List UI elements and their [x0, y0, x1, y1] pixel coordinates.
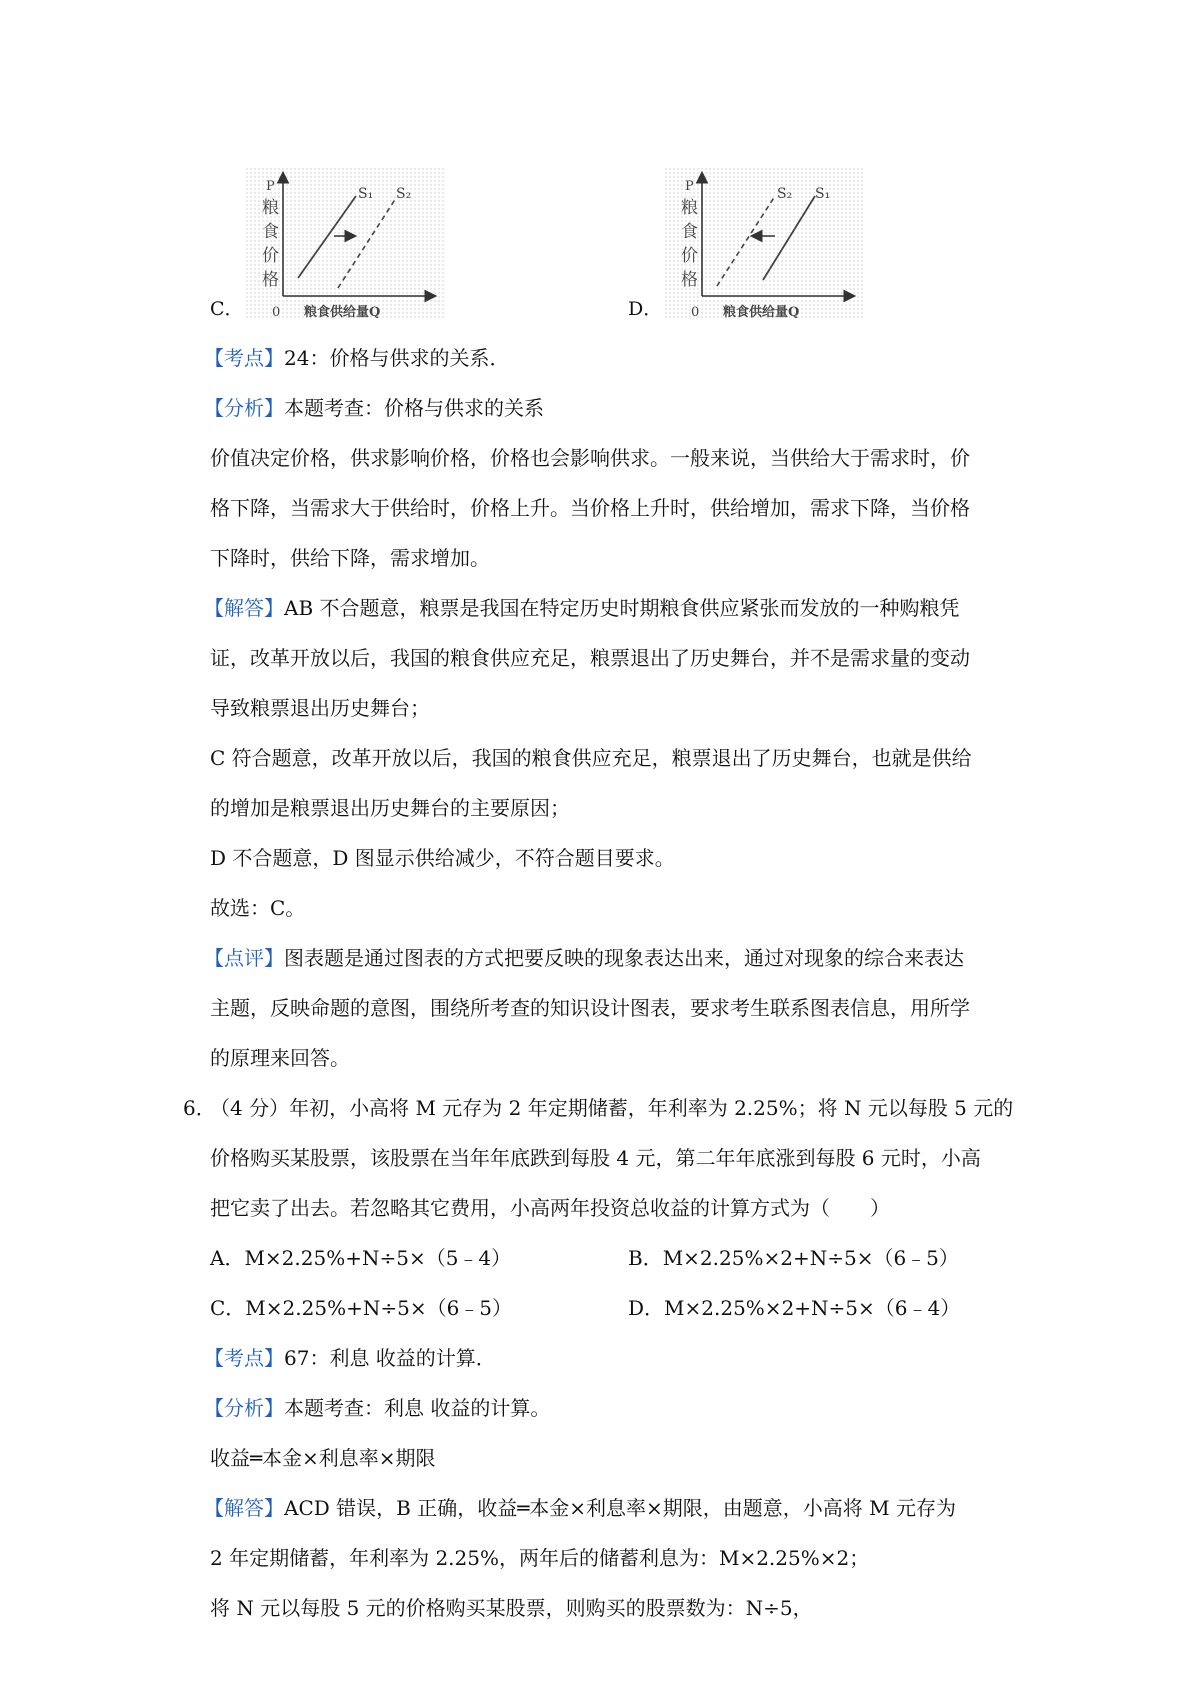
q5-fenxi-line-3: 下降时，供给下降，需求增加。 [210, 546, 490, 570]
q5-jieda-line-1: 证，改革开放以后，我国的粮食供应充足，粮票退出了历史舞台，并不是需求量的变动 [210, 646, 970, 670]
q6-kaodian [204, 1344, 1024, 1372]
q5-answer: 故选：C。 [210, 896, 306, 920]
chart-c-x-label: 粮食供给量Q [304, 305, 381, 318]
q5-jieda-line-2: 导致粮票退出历史舞台； [210, 696, 430, 720]
fenxi-text: 本题考查：价格与供求的关系 [284, 396, 544, 420]
chart-c-origin: 0 [272, 305, 281, 318]
q6-option-a: A．M×2.25%+N÷5×（5﹣4） [210, 1246, 512, 1270]
chart-d-svg [665, 168, 865, 318]
q6-formula: 收益═本金×利息率×期限 [210, 1446, 436, 1470]
kaodian-text: 24：价格与供求的关系． [284, 346, 510, 370]
q6-jieda-line-1: 2 年定期储蓄，年利率为 2.25%，两年后的储蓄利息为：M×2.25%×2； [210, 1546, 870, 1570]
chart-c-p-label: P [266, 179, 275, 194]
q5-dianping [204, 944, 1024, 972]
kaodian-tag: 【考点】 [204, 346, 284, 370]
jieda-tag: 【解答】 [204, 1496, 284, 1520]
fenxi-tag: 【分析】 [204, 396, 284, 420]
q5-kaodian [204, 344, 1024, 372]
kaodian-tag: 【考点】 [204, 1346, 284, 1370]
fenxi-text: 本题考查：利息 收益的计算。 [284, 1396, 551, 1420]
chart-d-p-label: P [685, 179, 694, 194]
fenxi-tag: 【分析】 [204, 1396, 284, 1420]
q5-fenxi-line-1: 价值决定价格，供求影响价格，价格也会影响供求。一般来说，当供给大于需求时，价 [210, 446, 970, 470]
chart-d-s1-label: S₁ [815, 186, 831, 202]
q5-dianping-line-2: 的原理来回答。 [210, 1046, 350, 1070]
q6-jieda [204, 1494, 1024, 1522]
q6-number: 6． [183, 1096, 216, 1120]
q5-fenxi [204, 394, 1024, 422]
figure-c-label: C． [210, 298, 244, 320]
chart-d-s2-label: S₂ [777, 186, 793, 202]
jieda-first-line: AB 不合题意，粮票是我国在特定历史时期粮食供应紧张而发放的一种购粮凭 [284, 596, 960, 620]
figure-row [0, 168, 1200, 318]
q6-jieda-line-2: 将 N 元以每股 5 元的价格购买某股票，则购买的股票数为：N÷5， [210, 1596, 813, 1620]
figure-d-label: D． [628, 298, 663, 320]
q6-stem-line-3: 把它卖了出去。若忽略其它费用，小高两年投资总收益的计算方式为（ ） [210, 1196, 890, 1220]
jieda-tag: 【解答】 [204, 596, 284, 620]
kaodian-text: 67：利息 收益的计算． [284, 1346, 496, 1370]
q5-jieda-line-5: D 不合题意，D 图显示供给减少，不符合题目要求。 [210, 846, 675, 870]
chart-d-x-label: 粮食供给量Q [723, 305, 800, 318]
dianping-first-line: 图表题是通过图表的方式把要反映的现象表达出来，通过对现象的综合来表达 [284, 946, 964, 970]
q6-option-d: D．M×2.25%×2+N÷5×（6﹣4） [628, 1296, 961, 1320]
supply-shift-chart-c [246, 168, 446, 318]
chart-c-s2-label: S₂ [396, 186, 412, 202]
chart-c-y-char-3: 价 [262, 246, 279, 266]
chart-d-y-char-2: 食 [681, 222, 698, 242]
q5-jieda [204, 594, 1024, 622]
supply-shift-chart-d [665, 168, 865, 318]
q5-jieda-line-3: C 符合题意，改革开放以后，我国的粮食供应充足，粮票退出了历史舞台，也就是供给 [210, 746, 972, 770]
chart-c-y-char-4: 格 [262, 270, 279, 290]
q5-jieda-line-4: 的增加是粮票退出历史舞台的主要原因； [210, 796, 570, 820]
chart-c-y-char-2: 食 [262, 222, 279, 242]
chart-d-y-char-1: 粮 [681, 198, 698, 218]
q5-fenxi-line-2: 格下降，当需求大于供给时，价格上升。当价格上升时，供给增加，需求下降，当价格 [210, 496, 970, 520]
chart-c-s1-label: S₁ [358, 186, 374, 202]
q6-fenxi [204, 1394, 1024, 1422]
dianping-tag: 【点评】 [204, 946, 284, 970]
jieda-first-line: ACD 错误，B 正确，收益═本金×利息率×期限，由题意，小高将 M 元存为 [284, 1496, 956, 1520]
q6-stem-line-1: （4 分）年初，小高将 M 元存为 2 年定期储蓄，年利率为 2.25%；将 N 元以每股 5 元的 [210, 1096, 1014, 1120]
chart-c-y-char-1: 粮 [262, 198, 279, 218]
q6-option-b: B．M×2.25%×2+N÷5×（6﹣5） [628, 1246, 959, 1270]
chart-c-svg [246, 168, 446, 318]
chart-d-y-char-3: 价 [681, 246, 698, 266]
q6-option-c: C．M×2.25%+N÷5×（6﹣5） [210, 1296, 513, 1320]
chart-d-y-char-4: 格 [681, 270, 698, 290]
chart-d-origin: 0 [691, 305, 700, 318]
q6-stem-line-2: 价格购买某股票，该股票在当年年底跌到每股 4 元，第二年年底涨到每股 6 元时，小高 [210, 1146, 981, 1170]
q5-dianping-line-1: 主题，反映命题的意图，围绕所考查的知识设计图表，要求考生联系图表信息，用所学 [210, 996, 970, 1020]
